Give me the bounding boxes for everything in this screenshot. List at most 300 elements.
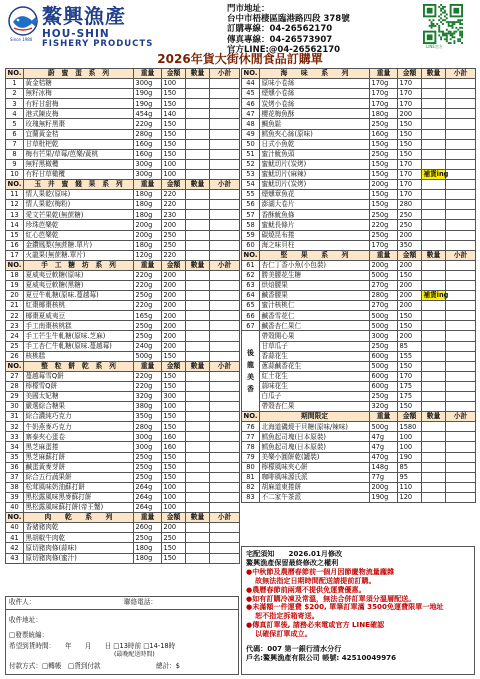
- item-price: 300: [162, 392, 186, 402]
- qty-cell[interactable]: [422, 311, 446, 321]
- item-weight: 170g: [370, 79, 398, 89]
- qty-cell[interactable]: [186, 432, 210, 442]
- product-row: [6, 321, 240, 331]
- qty-cell[interactable]: [186, 149, 210, 159]
- col-qty-header: 數量: [186, 513, 210, 523]
- qty-cell[interactable]: [186, 412, 210, 422]
- item-name: 蒜味花生: [260, 381, 370, 391]
- subtotal-cell[interactable]: [210, 543, 240, 553]
- qty-cell[interactable]: [422, 109, 446, 119]
- subtotal-cell[interactable]: [446, 89, 476, 99]
- item-weight: 150g: [370, 200, 398, 210]
- subtotal-cell[interactable]: [446, 371, 476, 381]
- product-row: [6, 523, 240, 533]
- item-name: 澎湖大卷片: [260, 200, 370, 210]
- product-row: [242, 99, 476, 109]
- product-row: [242, 371, 476, 381]
- qty-cell[interactable]: [186, 240, 210, 250]
- item-number: 48: [242, 119, 260, 129]
- qty-cell[interactable]: [422, 482, 446, 492]
- subtotal-cell[interactable]: [210, 291, 240, 301]
- item-price: 250: [398, 210, 422, 220]
- subtotal-cell[interactable]: [446, 149, 476, 159]
- subtotal-cell[interactable]: [446, 280, 476, 290]
- item-number: 33: [6, 432, 24, 442]
- col-no-header: NO.: [6, 180, 24, 190]
- subtotal-cell[interactable]: [446, 230, 476, 240]
- qty-cell[interactable]: [186, 159, 210, 169]
- item-number: 2: [6, 89, 24, 99]
- col-price-header: 金額: [398, 69, 422, 79]
- restock-badge: 補貨ing: [423, 291, 449, 300]
- qty-cell[interactable]: [186, 533, 210, 543]
- address-field[interactable]: 收件地址：: [9, 616, 42, 624]
- subtotal-cell[interactable]: [446, 422, 476, 432]
- qty-cell[interactable]: [422, 361, 446, 371]
- item-weight: 160g: [370, 129, 398, 139]
- item-number: 13: [6, 210, 24, 220]
- subtotal-cell[interactable]: [446, 190, 476, 200]
- item-weight: 250g: [370, 210, 398, 220]
- subtotal-cell[interactable]: [210, 210, 240, 220]
- total-field[interactable]: 總計：$: [156, 662, 180, 670]
- subtotal-cell[interactable]: [446, 210, 476, 220]
- subtotal-cell[interactable]: [210, 200, 240, 210]
- qty-cell[interactable]: [186, 492, 210, 502]
- qty-cell[interactable]: [186, 291, 210, 301]
- product-row: [6, 553, 240, 563]
- qty-cell[interactable]: [422, 381, 446, 391]
- item-weight: 220g: [134, 371, 162, 381]
- qty-cell[interactable]: [422, 402, 446, 412]
- subtotal-cell[interactable]: [446, 220, 476, 230]
- side-brand-label: [242, 331, 260, 412]
- qty-cell[interactable]: [422, 220, 446, 230]
- item-name: 黑芝麻蛋捲: [24, 442, 134, 452]
- subtotal-cell[interactable]: [446, 402, 476, 412]
- sender-field[interactable]: 收件人： 聯絡電話：: [9, 598, 157, 606]
- qty-cell[interactable]: [422, 119, 446, 129]
- item-price: 160: [162, 442, 186, 452]
- item-weight: 250g: [134, 472, 162, 482]
- subtotal-cell[interactable]: [210, 240, 240, 250]
- subtotal-cell[interactable]: [210, 371, 240, 381]
- brand-name-en-1: HOU-SHIN: [42, 28, 110, 40]
- subtotal-cell[interactable]: [210, 462, 240, 472]
- subtotal-cell[interactable]: [210, 341, 240, 351]
- item-name: 鹹香雪花仁: [260, 311, 370, 321]
- qty-cell[interactable]: [422, 341, 446, 351]
- subtotal-cell[interactable]: [210, 452, 240, 462]
- qty-cell[interactable]: [422, 452, 446, 462]
- product-row: [6, 280, 240, 290]
- subtotal-cell[interactable]: [210, 129, 240, 139]
- subtotal-cell[interactable]: [210, 321, 240, 331]
- qty-cell[interactable]: [186, 503, 210, 513]
- item-name: 黑松露風味黑麥蘇打餅: [24, 492, 134, 502]
- item-number: 11: [6, 190, 24, 200]
- qty-cell[interactable]: [186, 270, 210, 280]
- qty-cell[interactable]: [186, 543, 210, 553]
- qty-cell[interactable]: [422, 301, 446, 311]
- qty-cell[interactable]: [422, 190, 446, 200]
- product-row: [242, 180, 476, 190]
- subtotal-cell[interactable]: [446, 79, 476, 89]
- item-number: 67: [242, 321, 260, 331]
- qty-cell[interactable]: [186, 371, 210, 381]
- item-price: 150: [162, 149, 186, 159]
- qty-cell[interactable]: [186, 301, 210, 311]
- col-subtotal-header: 小計: [210, 69, 240, 79]
- qty-cell[interactable]: [422, 432, 446, 442]
- item-name: 紅棗椰棗核桃: [24, 301, 134, 311]
- product-row: [6, 412, 240, 422]
- qty-cell[interactable]: [186, 452, 210, 462]
- qty-cell[interactable]: [422, 200, 446, 210]
- payment-field[interactable]: 付款方式：□轉帳 □貨到付款 總計：$: [9, 662, 180, 670]
- item-weight: 600g: [370, 371, 398, 381]
- qty-cell[interactable]: [422, 462, 446, 472]
- qty-cell[interactable]: [422, 180, 446, 190]
- qty-cell[interactable]: [186, 139, 210, 149]
- subtotal-cell[interactable]: [210, 523, 240, 533]
- product-row: [242, 210, 476, 220]
- item-name: 甘草枇杷乾: [24, 139, 134, 149]
- item-weight: 148g: [370, 462, 398, 472]
- qty-cell[interactable]: [186, 169, 210, 179]
- item-number: 4: [6, 109, 24, 119]
- col-price-header: 金額: [398, 250, 422, 260]
- subtotal-cell[interactable]: [446, 472, 476, 482]
- qty-cell[interactable]: [186, 311, 210, 321]
- item-price: 110: [398, 482, 422, 492]
- item-price: 100: [162, 482, 186, 492]
- qty-cell[interactable]: [422, 99, 446, 109]
- product-row: [6, 341, 240, 351]
- item-price: 200: [162, 291, 186, 301]
- qty-cell[interactable]: [186, 351, 210, 361]
- subtotal-cell[interactable]: [210, 503, 240, 513]
- qty-cell[interactable]: [186, 119, 210, 129]
- item-number: 24: [6, 331, 24, 341]
- qty-cell[interactable]: [422, 240, 446, 250]
- subtotal-cell[interactable]: [446, 331, 476, 341]
- subtotal-cell[interactable]: [210, 402, 240, 412]
- item-name: 櫻花梅魚酥: [260, 109, 370, 119]
- qty-cell[interactable]: [186, 402, 210, 412]
- item-name: 松茸風味奶油蘇打餅: [24, 482, 134, 492]
- subtotal-cell[interactable]: [210, 109, 240, 119]
- qty-cell[interactable]: [186, 129, 210, 139]
- item-name: 嚴選綜合糖果: [24, 402, 134, 412]
- item-price: 120: [398, 492, 422, 502]
- subtotal-cell[interactable]: [446, 139, 476, 149]
- qty-cell[interactable]: [422, 149, 446, 159]
- item-price: 150: [398, 361, 422, 371]
- item-price: 150: [162, 452, 186, 462]
- qty-cell[interactable]: [186, 280, 210, 290]
- item-weight: 250g: [370, 230, 398, 240]
- subtotal-cell[interactable]: [446, 301, 476, 311]
- subtotal-cell[interactable]: [210, 492, 240, 502]
- delivery-note: (最晚配送時間): [114, 651, 155, 658]
- subtotal-cell[interactable]: [210, 533, 240, 543]
- item-name: 玫瑰無籽黑棗: [24, 119, 134, 129]
- item-price: 100: [162, 169, 186, 179]
- qty-cell[interactable]: [422, 210, 446, 220]
- item-price: 200: [398, 109, 422, 119]
- qty-cell[interactable]: [422, 331, 446, 341]
- item-weight: 500g: [370, 321, 398, 331]
- item-weight: 120g: [134, 250, 162, 260]
- item-number: 58: [242, 220, 260, 230]
- product-row: [6, 422, 240, 432]
- item-weight: 180g: [134, 190, 162, 200]
- subtotal-cell[interactable]: [446, 492, 476, 502]
- item-weight: 300g: [134, 432, 162, 442]
- subtotal-cell[interactable]: [210, 301, 240, 311]
- qty-cell[interactable]: [186, 220, 210, 230]
- divider: [6, 609, 238, 610]
- subtotal-cell[interactable]: [446, 169, 476, 179]
- subtotal-cell[interactable]: [446, 311, 476, 321]
- col-subtotal-header: 小計: [210, 260, 240, 270]
- qty-cell[interactable]: [422, 442, 446, 452]
- qty-cell[interactable]: [186, 341, 210, 351]
- order-form: [5, 596, 239, 675]
- qty-cell[interactable]: [186, 321, 210, 331]
- item-price: 100: [162, 402, 186, 412]
- subtotal-cell[interactable]: [210, 250, 240, 260]
- subtotal-cell[interactable]: [210, 432, 240, 442]
- qty-cell[interactable]: [422, 260, 446, 270]
- qty-cell[interactable]: [186, 482, 210, 492]
- subtotal-cell[interactable]: [210, 442, 240, 452]
- section-header-row: [242, 412, 476, 422]
- col-no-header: NO.: [242, 412, 260, 422]
- subtotal-cell[interactable]: [210, 230, 240, 240]
- item-number: 23: [6, 321, 24, 331]
- qty-cell[interactable]: [422, 270, 446, 280]
- subtotal-cell[interactable]: [210, 482, 240, 492]
- qty-cell[interactable]: [186, 250, 210, 260]
- subtotal-cell[interactable]: [446, 452, 476, 462]
- subtotal-cell[interactable]: [446, 99, 476, 109]
- subtotal-cell[interactable]: [210, 190, 240, 200]
- subtotal-cell[interactable]: [446, 462, 476, 472]
- product-row: [6, 543, 240, 553]
- subtotal-cell[interactable]: [210, 280, 240, 290]
- item-name: 原切豬肉條(蜜汁): [24, 553, 134, 563]
- item-weight: 250g: [134, 331, 162, 341]
- item-price: 250: [162, 533, 186, 543]
- col-subtotal-header: 小計: [446, 69, 476, 79]
- subtotal-cell[interactable]: [210, 139, 240, 149]
- qr-code-icon: [423, 4, 463, 44]
- subtotal-cell[interactable]: [446, 200, 476, 210]
- item-price: 150: [398, 139, 422, 149]
- phone-field[interactable]: 聯絡電話：: [124, 598, 157, 606]
- product-row: [6, 331, 240, 341]
- qty-cell[interactable]: [422, 129, 446, 139]
- item-weight: 250g: [134, 462, 162, 472]
- qty-cell[interactable]: [186, 190, 210, 200]
- item-name: 碳燒昆布捲: [260, 230, 370, 240]
- product-row: [242, 89, 476, 99]
- qty-cell[interactable]: [186, 462, 210, 472]
- qty-cell[interactable]: [186, 553, 210, 563]
- item-name: 蜜魷切片(麻辣): [260, 169, 370, 179]
- item-number: 53: [242, 169, 260, 179]
- item-price: 150: [162, 89, 186, 99]
- item-name: 珍珠芭樂乾: [24, 220, 134, 230]
- qty-cell[interactable]: [422, 159, 446, 169]
- subtotal-cell[interactable]: [210, 149, 240, 159]
- item-weight: 220g: [134, 280, 162, 290]
- subtotal-cell[interactable]: [446, 341, 476, 351]
- subtotal-cell[interactable]: [210, 270, 240, 280]
- qty-cell[interactable]: [422, 230, 446, 240]
- qty-cell[interactable]: [422, 472, 446, 482]
- qty-cell[interactable]: [186, 109, 210, 119]
- subtotal-cell[interactable]: [210, 79, 240, 89]
- product-row: [242, 351, 476, 361]
- item-weight: 190g: [370, 492, 398, 502]
- subtotal-cell[interactable]: [210, 99, 240, 109]
- qty-cell[interactable]: [422, 280, 446, 290]
- item-weight: 270g: [370, 301, 398, 311]
- qty-cell[interactable]: [422, 392, 446, 402]
- subtotal-cell[interactable]: [446, 180, 476, 190]
- subtotal-cell[interactable]: [446, 442, 476, 452]
- item-number: 55: [242, 190, 260, 200]
- item-number: 61: [242, 260, 260, 270]
- product-row: [242, 311, 476, 321]
- subtotal-cell[interactable]: [210, 331, 240, 341]
- product-row: [242, 200, 476, 210]
- subtotal-cell[interactable]: [446, 392, 476, 402]
- subtotal-cell[interactable]: [210, 351, 240, 361]
- item-number: 18: [6, 270, 24, 280]
- qty-cell[interactable]: [186, 200, 210, 210]
- item-price: 220: [162, 200, 186, 210]
- qty-cell[interactable]: [186, 331, 210, 341]
- item-weight: 250g: [370, 149, 398, 159]
- subtotal-cell[interactable]: [446, 482, 476, 492]
- qty-cell[interactable]: [422, 492, 446, 502]
- qty-cell[interactable]: [186, 381, 210, 391]
- qty-cell[interactable]: [422, 351, 446, 361]
- item-number: 8: [6, 149, 24, 159]
- item-name: 梅有芒果/草莓/芭樂/黃桃: [24, 149, 134, 159]
- subtotal-cell[interactable]: [210, 89, 240, 99]
- section-name: 手 工 糖 坊 系 列: [24, 260, 134, 270]
- line-id: 官方LINE:@04-26562170: [227, 44, 341, 55]
- item-number: 76: [242, 422, 260, 432]
- item-name: 宜蘭黃金桔: [24, 129, 134, 139]
- subtotal-cell[interactable]: [210, 311, 240, 321]
- notice-line: ●中秋節及農曆春節前一個月因節慶物流量龐雜: [246, 566, 395, 576]
- subtotal-cell[interactable]: [210, 412, 240, 422]
- qty-cell[interactable]: [186, 472, 210, 482]
- item-name: 夏威夷豆軟糖(黑糖): [24, 280, 134, 290]
- qty-cell[interactable]: [422, 321, 446, 331]
- subtotal-cell[interactable]: [210, 169, 240, 179]
- subtotal-cell[interactable]: [210, 553, 240, 563]
- subtotal-cell[interactable]: [446, 321, 476, 331]
- qty-cell[interactable]: [186, 523, 210, 533]
- qty-cell[interactable]: [186, 79, 210, 89]
- qty-cell[interactable]: [186, 422, 210, 432]
- subtotal-cell[interactable]: [210, 381, 240, 391]
- subtotal-cell[interactable]: [446, 240, 476, 250]
- item-number: 20: [6, 291, 24, 301]
- qty-cell[interactable]: [186, 89, 210, 99]
- item-number: 82: [242, 482, 260, 492]
- subtotal-cell[interactable]: [446, 119, 476, 129]
- subtotal-cell[interactable]: [210, 220, 240, 230]
- qty-cell[interactable]: [186, 442, 210, 452]
- product-row: [242, 291, 476, 301]
- item-name: 情人果乾(梅粉): [24, 200, 134, 210]
- qty-cell[interactable]: [422, 422, 446, 432]
- qty-cell[interactable]: [186, 99, 210, 109]
- item-name: 有籽甘甜梅: [24, 99, 134, 109]
- qty-cell[interactable]: [422, 89, 446, 99]
- qty-cell[interactable]: [422, 371, 446, 381]
- item-number: 46: [242, 99, 260, 109]
- subtotal-cell[interactable]: [210, 119, 240, 129]
- item-weight: 250g: [134, 291, 162, 301]
- subtotal-cell[interactable]: [446, 351, 476, 361]
- subtotal-cell[interactable]: [210, 392, 240, 402]
- subtotal-cell[interactable]: [446, 291, 476, 301]
- qty-cell[interactable]: [186, 230, 210, 240]
- qty-cell[interactable]: [422, 139, 446, 149]
- item-price: 150: [398, 149, 422, 159]
- item-name: 鱈魚起司塊(日本原裝): [260, 432, 370, 442]
- qty-cell[interactable]: [422, 79, 446, 89]
- shop-label: 門市地址：: [227, 4, 270, 14]
- subtotal-cell[interactable]: [446, 381, 476, 391]
- qty-cell[interactable]: [186, 392, 210, 402]
- product-row: [242, 109, 476, 119]
- delivery-date-field[interactable]: 希望到貨時間： 年 月 日 □13時前 □14-18時: [9, 642, 176, 650]
- subtotal-cell[interactable]: [446, 270, 476, 280]
- item-number: 12: [6, 200, 24, 210]
- subtotal-cell[interactable]: [210, 159, 240, 169]
- qty-cell[interactable]: [186, 210, 210, 220]
- subtotal-cell[interactable]: [210, 422, 240, 432]
- subtotal-cell[interactable]: [446, 109, 476, 119]
- subtotal-cell[interactable]: [446, 260, 476, 270]
- product-row: [242, 270, 476, 280]
- subtotal-cell[interactable]: [446, 129, 476, 139]
- item-weight: 280g: [370, 291, 398, 301]
- item-weight: 200g: [134, 220, 162, 230]
- subtotal-cell[interactable]: [446, 432, 476, 442]
- item-number: 1: [6, 79, 24, 89]
- subtotal-cell[interactable]: [446, 159, 476, 169]
- product-row: [6, 311, 240, 321]
- section-name: 整 粒 餅 乾 系 列: [24, 361, 134, 371]
- product-row: [6, 472, 240, 482]
- item-number: 41: [6, 533, 24, 543]
- subtotal-cell[interactable]: [210, 472, 240, 482]
- invoice-field[interactable]: □發票統編：: [9, 631, 49, 639]
- item-price: 150: [162, 462, 186, 472]
- subtotal-cell[interactable]: [446, 361, 476, 371]
